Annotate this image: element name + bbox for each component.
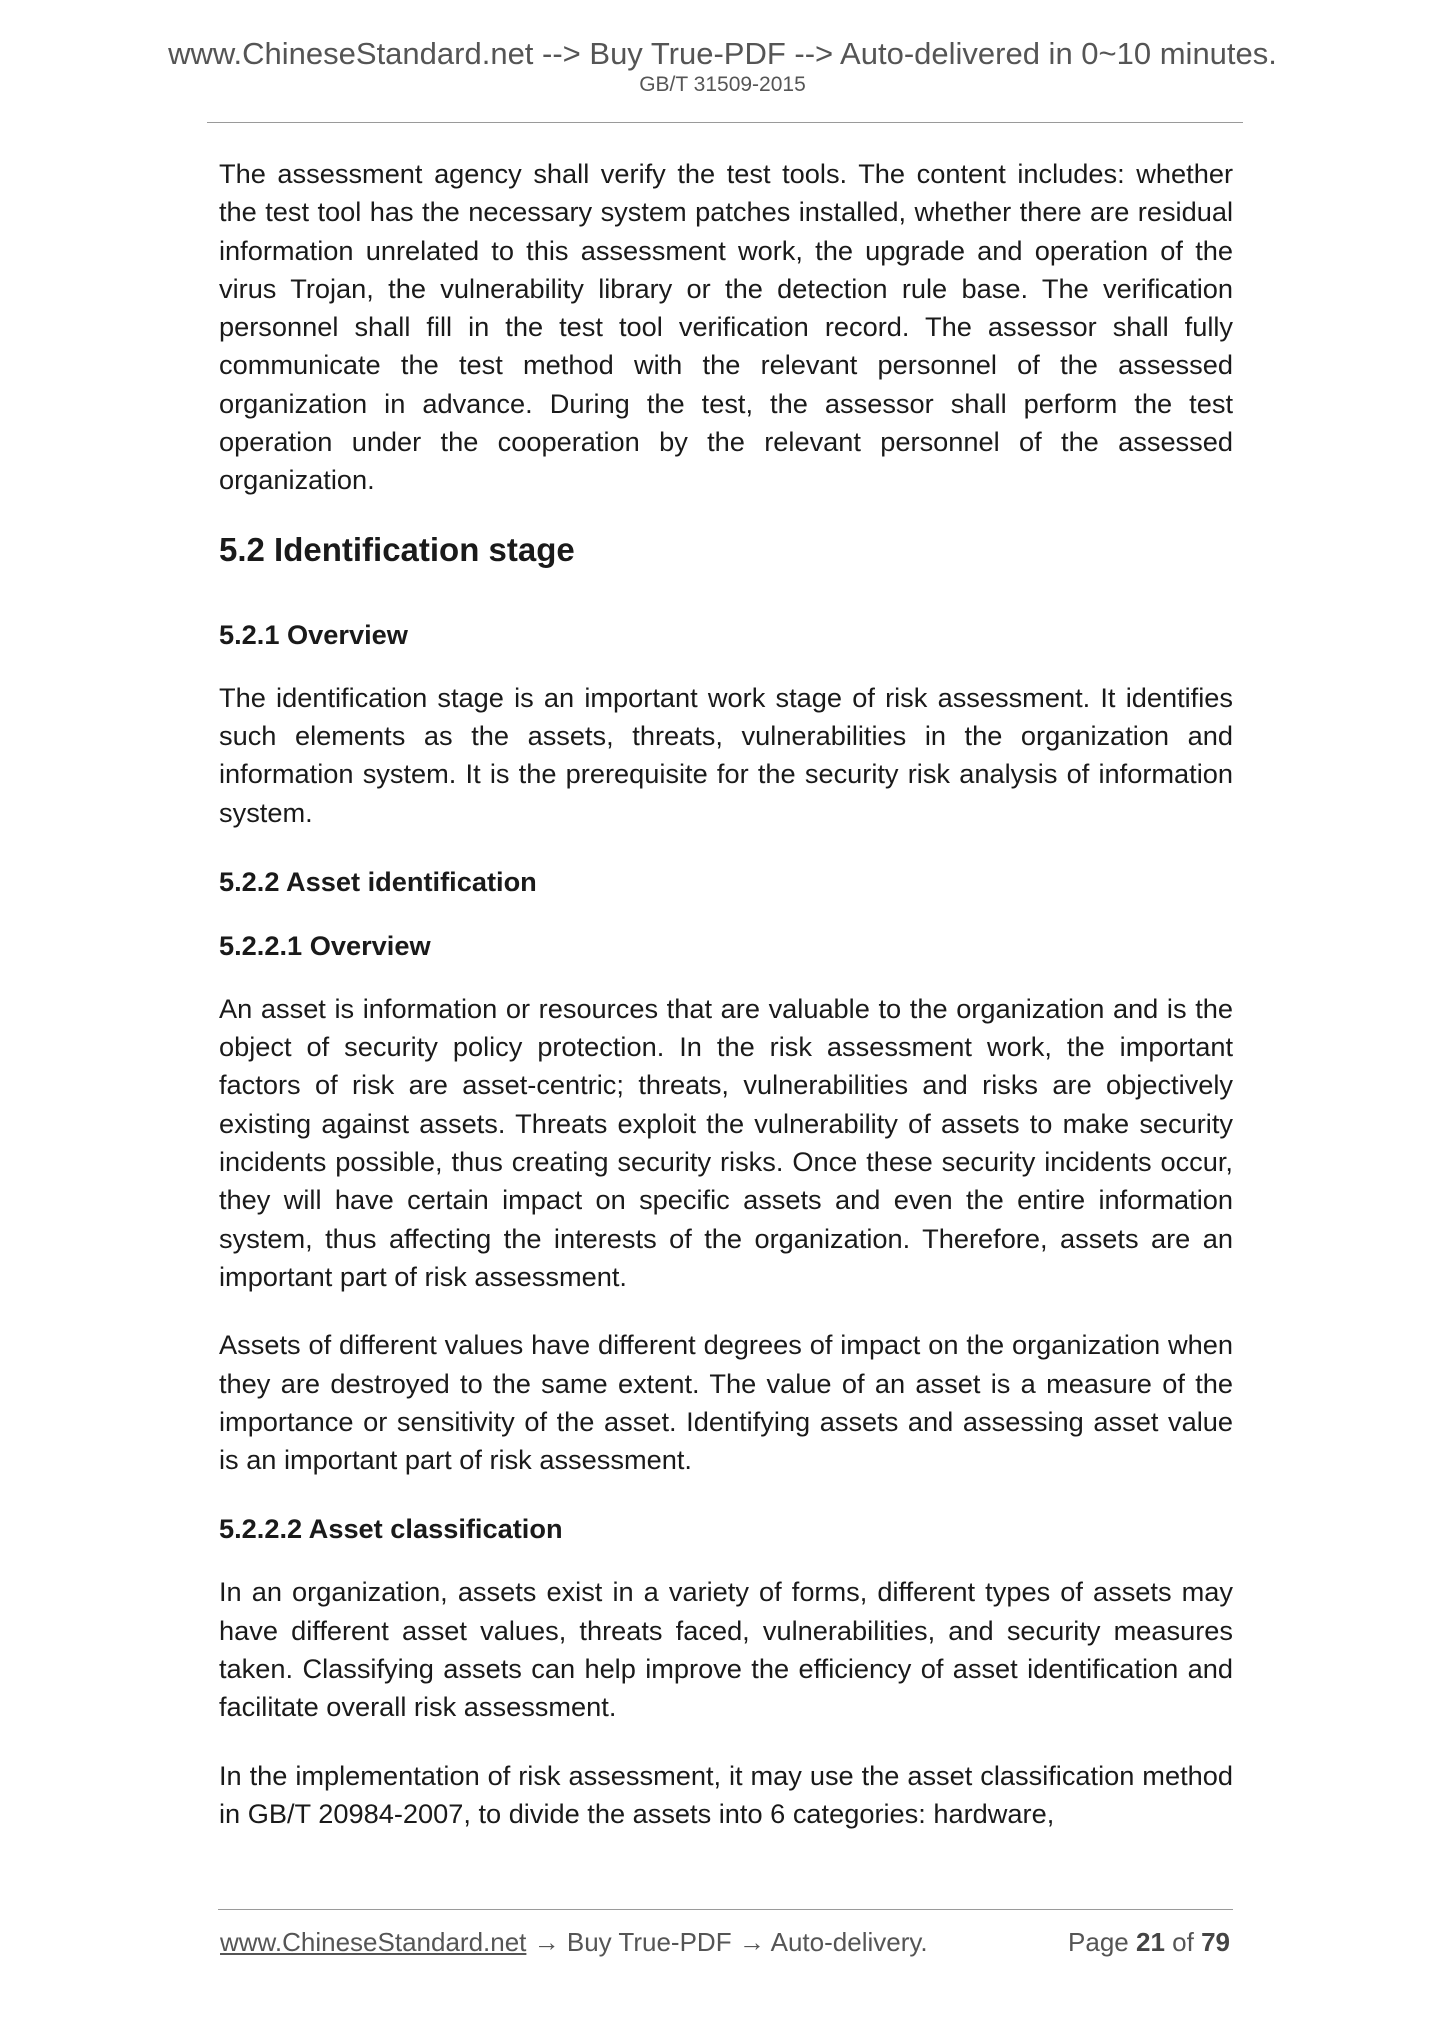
auto-delivery-text: Auto-delivery. [770, 1927, 928, 1957]
site-link[interactable]: www.ChineseStandard.net [220, 1927, 527, 1957]
page-indicator [1068, 1926, 1230, 1958]
page-body [219, 155, 1233, 1863]
section-heading-5-2-2-1: 5.2.2.1 Overview [219, 929, 431, 961]
section-heading-5-2-1: 5.2.1 Overview [219, 618, 408, 650]
section-heading-5-2-2-2: 5.2.2.2 Asset classification [219, 1513, 563, 1545]
page-number: 21 [1136, 1927, 1165, 1957]
arrow-right-icon: → [738, 1927, 765, 1957]
header-divider [207, 122, 1243, 123]
section-heading-5-2: 5.2 Identification stage [219, 530, 575, 568]
total-pages: 79 [1201, 1927, 1230, 1957]
paragraph-classification-method: In the implementation of risk assessment, it may use the asset classification method in GB/T 20984-2007, to divide the assets into 6 categories: hardware, [219, 1759, 1233, 1829]
buy-true-pdf-text: Buy True-PDF [566, 1927, 732, 1957]
footer-promo [220, 1926, 928, 1958]
page-label: Page [1068, 1927, 1129, 1957]
top-banner: www.ChineseStandard.net --> Buy True-PDF --> Auto-delivered in 0~10 minutes. [168, 36, 1277, 71]
footer-divider [218, 1909, 1233, 1910]
of-label: of [1172, 1927, 1194, 1957]
paragraph-identification-stage: The identification stage is an important work stage of risk assessment. It identifies such elements as the assets, threats, vulnerabilities in the organization and information system. It is the prerequisite for the security risk analysis of information system. [219, 681, 1233, 828]
paragraph-test-tool-verification: The assessment agency shall verify the test tools. The content includes: whether the test tool has the necessary system patches installed, whether there are residual information unrelated to this assessment work, the upgrade and operation of the virus Trojan, the vulnerability library or the detection rule base. The verification personnel shall fill in the test tool verification record. The assessor shall fully communicate the test method with the relevant personnel of the assessed organization in advance. During the test, the assessor shall perform the test operation under the cooperation by the relevant personnel of the assessed organization. [219, 158, 1233, 496]
paragraph-asset-classification: In an organization, assets exist in a variety of forms, different types of assets may have different asset values, threats faced, vulnerabilities, and security measures taken. Classifying assets can help improve the efficiency of asset identification and facilitate overall risk assessment. [219, 1576, 1233, 1723]
paragraph-asset-value: Assets of different values have different degrees of impact on the organization when they are destroyed to the same extent. The value of an asset is a measure of the importance or sensitivity of the asset. Identifying assets and assessing asset value is an important part of risk assessment. [219, 1329, 1233, 1476]
arrow-right-icon: → [533, 1927, 560, 1957]
paragraph-asset-definition: An asset is information or resources that are valuable to the organization and is the object of security policy protection. In the risk assessment work, the important factors of risk are asset-centric; threats, vulnerabilities and risks are objectively existing against assets. Threats exploit the vulnerability of assets to make security incidents possible, thus creating security risks. Once these security incidents occur, they will have certain impact on specific assets and even the entire information system, thus affecting the interests of the organization. Therefore, assets are an important part of risk assessment. [219, 992, 1233, 1292]
standard-code: GB/T 31509-2015 [639, 73, 806, 96]
section-heading-5-2-2: 5.2.2 Asset identification [219, 865, 537, 897]
